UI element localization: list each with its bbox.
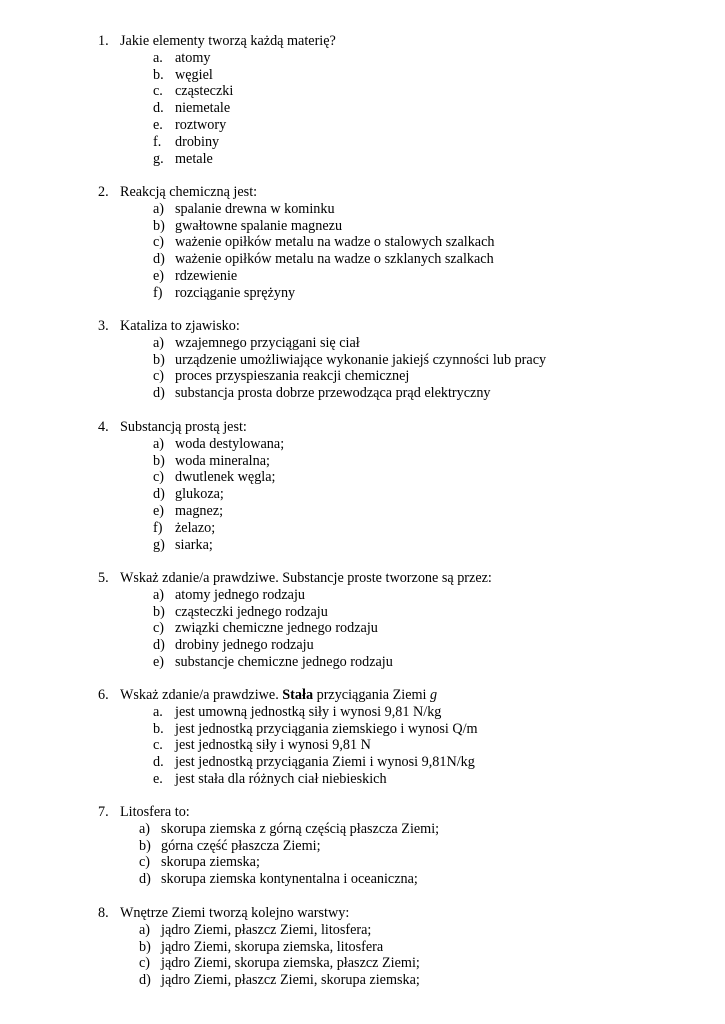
question-1-header — [0, 33, 725, 50]
option-4d — [0, 486, 725, 503]
question-text: Reakcją chemiczną jest: — [120, 184, 258, 200]
question-number: 7. — [98, 804, 109, 820]
option-8d — [0, 972, 725, 989]
option-marker: d) — [153, 637, 165, 654]
option-text: cząsteczki — [175, 83, 234, 100]
option-6b — [0, 721, 725, 738]
option-2c — [0, 234, 725, 251]
option-text: jest umowną jednostką siły i wynosi 9,81 N/kg — [175, 703, 442, 720]
option-text: drobiny jednego rodzaju — [175, 637, 314, 654]
option-text: skorupa ziemska kontynentalna i oceaniczna; — [161, 871, 418, 888]
question-7 — [0, 804, 725, 888]
option-text: rozciąganie sprężyny — [175, 284, 296, 301]
option-2e — [0, 268, 725, 285]
option-text: woda destylowana; — [175, 435, 285, 452]
option-text: jądro Ziemi, skorupa ziemska, płaszcz Ziemi; — [161, 955, 420, 972]
option-4g — [0, 537, 725, 554]
question-5-header — [0, 570, 725, 587]
question-text: Wnętrze Ziemi tworzą kolejno warstwy: — [120, 905, 350, 921]
option-marker: c) — [153, 234, 165, 251]
option-5a — [0, 587, 725, 604]
option-text: urządzenie umożliwiające wykonanie jakiejś czynności lub pracy — [175, 351, 547, 368]
question-number: 5. — [98, 570, 109, 586]
option-text: roztwory — [175, 116, 227, 133]
option-marker: b. — [153, 720, 164, 737]
option-marker: f. — [153, 133, 162, 150]
option-marker: d) — [153, 385, 165, 402]
option-5e — [0, 654, 725, 671]
option-5d — [0, 637, 725, 654]
option-8a — [0, 922, 725, 939]
option-7d — [0, 871, 725, 888]
option-8b — [0, 939, 725, 956]
option-1b — [0, 67, 725, 84]
question-5 — [0, 570, 725, 671]
option-text: jądro Ziemi, płaszcz Ziemi, skorupa ziemska; — [161, 972, 420, 989]
option-2b — [0, 218, 725, 235]
option-6d — [0, 754, 725, 771]
option-marker: b. — [153, 66, 164, 83]
option-marker: c. — [153, 737, 163, 754]
option-marker: c) — [153, 368, 165, 385]
question-3-header — [0, 318, 725, 335]
question-text-italic: g — [430, 687, 438, 703]
option-text: skorupa ziemska; — [161, 854, 260, 871]
option-text: niemetale — [175, 100, 231, 117]
question-6-header — [0, 687, 725, 704]
question-8 — [0, 905, 725, 989]
option-marker: d) — [153, 486, 165, 503]
option-marker: b) — [139, 938, 151, 955]
question-text — [120, 687, 437, 704]
option-3d — [0, 385, 725, 402]
option-1g — [0, 151, 725, 168]
question-text: Wskaż zdanie/a prawdziwe. Substancje proste tworzone są przez: — [120, 570, 492, 586]
option-3a — [0, 335, 725, 352]
option-marker: f) — [153, 284, 163, 301]
question-text: Jakie elementy tworzą każdą materię? — [120, 33, 336, 49]
option-marker: b) — [153, 452, 165, 469]
option-text: substancje chemiczne jednego rodzaju — [175, 653, 393, 670]
question-number: 3. — [98, 318, 109, 334]
option-3c — [0, 368, 725, 385]
option-marker: e. — [153, 770, 163, 787]
option-5c — [0, 620, 725, 637]
question-2 — [0, 184, 725, 302]
option-marker: b) — [153, 603, 165, 620]
option-text: atomy — [175, 49, 211, 66]
option-marker: a) — [139, 921, 151, 938]
option-text: magnez; — [175, 502, 224, 519]
question-1 — [0, 33, 725, 167]
option-marker: c) — [139, 955, 151, 972]
option-marker: d) — [139, 871, 151, 888]
option-4c — [0, 469, 725, 486]
option-marker: g. — [153, 150, 164, 167]
option-text: ważenie opiłków metalu na wadze o stalowych szalkach — [175, 234, 495, 251]
option-marker: a) — [139, 820, 151, 837]
option-marker: a. — [153, 703, 163, 720]
option-text: jest jednostką siły i wynosi 9,81 N — [175, 737, 371, 754]
option-2f — [0, 285, 725, 302]
option-text: skorupa ziemska z górną częścią płaszcza Ziemi; — [161, 820, 440, 837]
option-text: siarka; — [175, 536, 213, 553]
option-4f — [0, 520, 725, 537]
option-8c — [0, 955, 725, 972]
question-text-bold: Stała — [282, 687, 314, 703]
option-text: jądro Ziemi, płaszcz Ziemi, litosfera; — [161, 921, 372, 938]
option-text: rdzewienie — [175, 267, 238, 284]
question-text: Kataliza to zjawisko: — [120, 318, 240, 334]
question-text-start: Wskaż zdanie/a prawdziwe. — [120, 687, 283, 703]
option-marker: d. — [153, 754, 164, 771]
option-1d — [0, 100, 725, 117]
option-marker: g) — [153, 536, 165, 553]
option-marker: c) — [153, 469, 165, 486]
option-7c — [0, 854, 725, 871]
question-8-header — [0, 905, 725, 922]
question-4-header — [0, 419, 725, 436]
option-text: ważenie opiłków metalu na wadze o szklanych szalkach — [175, 251, 494, 268]
option-marker: a) — [153, 586, 165, 603]
option-marker: a) — [153, 200, 165, 217]
option-marker: a) — [153, 435, 165, 452]
option-text: jest stała dla różnych ciał niebieskich — [175, 770, 387, 787]
option-marker: d) — [139, 972, 151, 989]
question-number: 2. — [98, 184, 109, 200]
option-1a — [0, 50, 725, 67]
option-6e — [0, 771, 725, 788]
option-4e — [0, 503, 725, 520]
question-number: 8. — [98, 905, 109, 921]
option-marker: e) — [153, 267, 165, 284]
option-text: drobiny — [175, 133, 220, 150]
option-text: glukoza; — [175, 486, 224, 503]
option-2d — [0, 251, 725, 268]
option-text: cząsteczki jednego rodzaju — [175, 603, 328, 620]
question-text: Litosfera to: — [120, 804, 190, 820]
question-text-middle: przyciągania Ziemi — [313, 687, 431, 703]
option-6c — [0, 737, 725, 754]
option-text: atomy jednego rodzaju — [175, 586, 306, 603]
question-text: Substancją prostą jest: — [120, 419, 247, 435]
option-1f — [0, 134, 725, 151]
option-7a — [0, 821, 725, 838]
question-6 — [0, 687, 725, 788]
option-marker: e) — [153, 502, 165, 519]
option-marker: c. — [153, 83, 163, 100]
option-text: gwałtowne spalanie magnezu — [175, 217, 343, 234]
option-marker: e) — [153, 653, 165, 670]
option-marker: b) — [153, 217, 165, 234]
option-7b — [0, 838, 725, 855]
option-marker: c) — [153, 620, 165, 637]
question-7-header — [0, 804, 725, 821]
option-marker: f) — [153, 519, 163, 536]
option-4b — [0, 453, 725, 470]
option-text: jest jednostką przyciągania ziemskiego i wynosi Q/m — [175, 720, 478, 737]
option-text: żelazo; — [175, 519, 216, 536]
question-number: 1. — [98, 33, 109, 49]
option-marker: c) — [139, 854, 151, 871]
option-6a — [0, 704, 725, 721]
option-3b — [0, 352, 725, 369]
option-text: związki chemiczne jednego rodzaju — [175, 620, 378, 637]
option-marker: d) — [153, 251, 165, 268]
option-2a — [0, 201, 725, 218]
option-1e — [0, 117, 725, 134]
option-5b — [0, 604, 725, 621]
option-marker: d. — [153, 100, 164, 117]
option-text: proces przyspieszania reakcji chemicznej — [175, 368, 410, 385]
option-4a — [0, 436, 725, 453]
question-4 — [0, 419, 725, 553]
option-marker: b) — [153, 351, 165, 368]
option-text: wzajemnego przyciągani się ciał — [175, 334, 360, 351]
question-3 — [0, 318, 725, 402]
option-text: jądro Ziemi, skorupa ziemska, litosfera — [161, 938, 384, 955]
option-text: spalanie drewna w kominku — [175, 200, 335, 217]
option-marker: a. — [153, 49, 163, 66]
question-number: 6. — [98, 687, 109, 703]
option-text: dwutlenek węgla; — [175, 469, 276, 486]
option-text: woda mineralna; — [175, 452, 270, 469]
option-marker: e. — [153, 116, 163, 133]
question-number: 4. — [98, 419, 109, 435]
option-marker: b) — [139, 837, 151, 854]
option-text: substancja prosta dobrze przewodząca prąd elektryczny — [175, 385, 491, 402]
option-marker: a) — [153, 334, 165, 351]
option-text: górna część płaszcza Ziemi; — [161, 837, 321, 854]
option-text: węgiel — [175, 66, 213, 83]
question-2-header — [0, 184, 725, 201]
option-1c — [0, 83, 725, 100]
option-text: jest jednostką przyciągania Ziemi i wynosi 9,81N/kg — [175, 754, 475, 771]
option-text: metale — [175, 150, 213, 167]
